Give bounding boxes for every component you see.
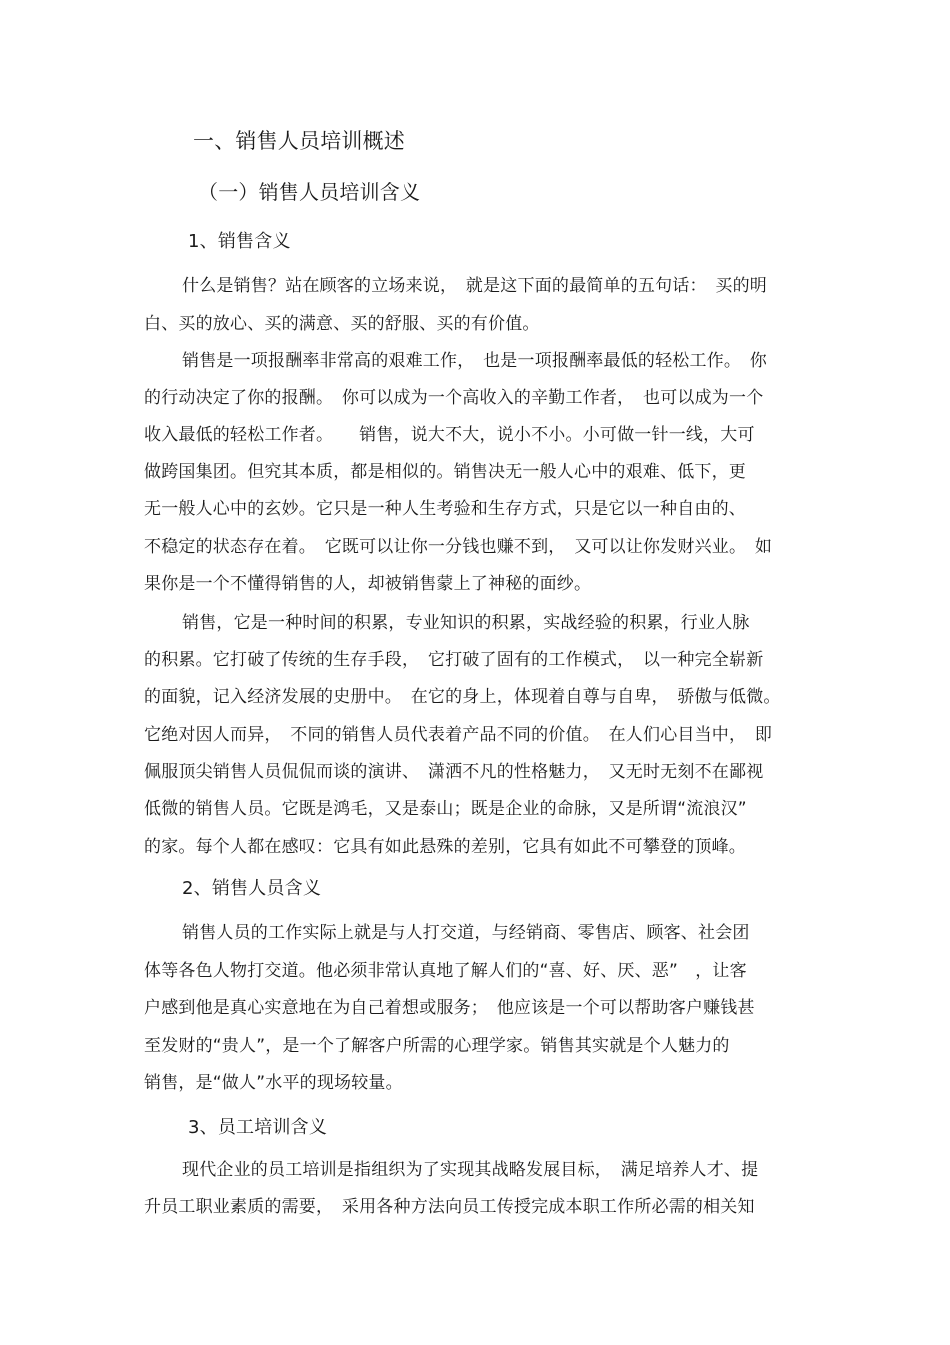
section-1-line: 它绝对因人而异， 不同的销售人员代表着产品不同的价值。 在人们心目当中， 即 bbox=[144, 725, 773, 745]
section-3-title: 3、员工培训含义 bbox=[188, 1117, 328, 1138]
heading-level-2: （一）销售人员培训含义 bbox=[198, 180, 421, 204]
section-1-line: 低微的销售人员。它既是鸿毛，又是泰山；既是企业的命脉，又是所谓“流浪汉” bbox=[144, 799, 747, 819]
section-1-line: 无一般人心中的玄妙。它只是一种人生考验和生存方式，只是它以一种自由的、 bbox=[144, 499, 746, 519]
section-1-line: 白、买的放心、买的满意、买的舒服、买的有价值。 bbox=[144, 314, 540, 334]
section-1-line: 果你是一个不懂得销售的人，却被销售蒙上了神秘的面纱。 bbox=[144, 574, 592, 594]
section-1-line: 销售是一项报酬率非常高的艰难工作， 也是一项报酬率最低的轻松工作。 你 bbox=[182, 351, 767, 371]
section-2-title: 2、销售人员含义 bbox=[182, 878, 322, 899]
section-1-line: 做跨国集团。但究其本质，都是相似的。销售决无一般人心中的艰难、低下，更 bbox=[144, 462, 746, 482]
section-1-title: 1、销售含义 bbox=[188, 231, 291, 252]
section-1-line: 佩服顶尖销售人员侃侃而谈的演讲、 潇洒不凡的性格魅力， 又无时无刻不在鄙视 bbox=[144, 762, 764, 782]
heading-level-1: 一、销售人员培训概述 bbox=[193, 129, 405, 153]
section-2-line: 销售人员的工作实际上就是与人打交道，与经销商、零售店、顾客、社会团 bbox=[182, 923, 750, 943]
section-3-line: 升员工职业素质的需要， 采用各种方法向员工传授完成本职工作所必需的相关知 bbox=[144, 1197, 755, 1217]
section-2-line: 户感到他是真心实意地在为自己着想或服务； 他应该是一个可以帮助客户赚钱甚 bbox=[144, 998, 755, 1018]
section-1-line: 的家。每个人都在感叹：它具有如此悬殊的差别，它具有如此不可攀登的顶峰。 bbox=[144, 837, 746, 857]
section-3-line: 现代企业的员工培训是指组织为了实现其战略发展目标， 满足培养人才、提 bbox=[182, 1160, 759, 1180]
section-2-line: 销售，是“做人”水平的现场较量。 bbox=[144, 1073, 403, 1093]
section-1-line: 不稳定的状态存在着。 它既可以让你一分钱也赚不到， 又可以让你发财兴业。 如 bbox=[144, 537, 773, 557]
section-1-line: 收入最低的轻松工作者。 销售，说大不大，说小不小。小可做一针一线，大可 bbox=[144, 425, 755, 445]
section-1-line: 销售，它是一种时间的积累，专业知识的积累，实战经验的积累，行业人脉 bbox=[182, 613, 750, 633]
section-1-line: 的行动决定了你的报酬。 你可以成为一个高收入的辛勤工作者， 也可以成为一个 bbox=[144, 388, 764, 408]
section-1-line: 的面貌，记入经济发展的史册中。 在它的身上，体现着自尊与自卑， 骄傲与低微。 bbox=[144, 687, 781, 707]
section-1-line: 什么是销售？站在顾客的立场来说， 就是这下面的最简单的五句话： 买的明 bbox=[182, 276, 767, 296]
section-2-line: 体等各色人物打交道。他必须非常认真地了解人们的“喜、好、厌、恶” ，让客 bbox=[144, 961, 747, 981]
section-2-line: 至发财的“贵人”，是一个了解客户所需的心理学家。销售其实就是个人魅力的 bbox=[144, 1036, 730, 1056]
section-1-line: 的积累。它打破了传统的生存手段， 它打破了固有的工作模式， 以一种完全崭新 bbox=[144, 650, 764, 670]
